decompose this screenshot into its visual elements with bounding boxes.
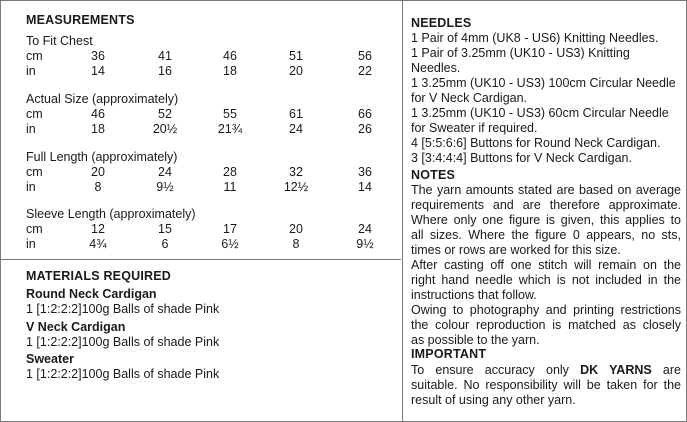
size-value: 24 (158, 165, 172, 179)
size-value: 9½ (356, 237, 374, 251)
measurement-row (26, 165, 386, 180)
note-line: as possible to the yarn. (411, 333, 540, 347)
size-value: 56 (358, 49, 372, 63)
size-value: 52 (158, 107, 172, 121)
needles-heading: NEEDLES (411, 16, 472, 30)
unit-label: in (26, 122, 36, 136)
size-value: 14 (91, 64, 105, 78)
important-line: result of using any other yarn. (411, 393, 576, 407)
size-value: 18 (223, 64, 237, 78)
yarn-type-emphasis: DK YARNS (580, 363, 652, 377)
unit-label: cm (26, 165, 43, 179)
unit-label: cm (26, 49, 43, 63)
note-line: all sizes. Where the figure 0 appears, no sts, (411, 228, 681, 242)
unit-label: in (26, 180, 36, 194)
size-value: 20 (91, 165, 105, 179)
size-value: 4¾ (89, 237, 107, 251)
unit-label: in (26, 64, 36, 78)
note-line: requirements and are therefore approximate. (411, 198, 681, 212)
unit-label: cm (26, 107, 43, 121)
materials-panel (1, 260, 401, 421)
important-body (411, 363, 681, 408)
needle-line: for V Neck Cardigan. (411, 91, 528, 105)
measurement-row (26, 222, 386, 237)
size-value: 12½ (283, 180, 309, 194)
size-value: 8 (94, 180, 102, 194)
size-value: 8 (292, 237, 300, 251)
size-value: 6 (161, 237, 169, 251)
needle-line: for Sweater if required. (411, 121, 538, 135)
important-line (411, 363, 681, 378)
section-title-chest: To Fit Chest (26, 34, 93, 48)
note-line: The yarn amounts stated are based on average (411, 183, 681, 197)
material-detail: 1 [1:2:2:2]100g Balls of shade Pink (26, 367, 220, 381)
notes-body (411, 183, 681, 348)
note-line: Owing to photography and printing restrictions (411, 303, 681, 317)
right-column (402, 1, 687, 421)
measurement-row (26, 122, 386, 137)
size-value: 17 (223, 222, 237, 236)
size-value: 16 (158, 64, 172, 78)
size-value: 46 (223, 49, 237, 63)
material-detail: 1 [1:2:2:2]100g Balls of shade Pink (26, 302, 220, 316)
important-line: suitable. No responsibility will be taken for the (411, 378, 681, 392)
size-value: 66 (358, 107, 372, 121)
needle-line: 1 Pair of 4mm (UK8 - US6) Knitting Needles. (411, 31, 659, 45)
size-value: 15 (158, 222, 172, 236)
measurement-row (26, 180, 386, 195)
size-value: 12 (91, 222, 105, 236)
note-line: instructions that follow. (411, 288, 537, 302)
needle-line: 1 3.25mm (UK10 - US3) 60cm Circular Needle (411, 106, 669, 120)
needle-line: 1 3.25mm (UK10 - US3) 100cm Circular Needle (411, 76, 676, 90)
measurement-row (26, 49, 386, 64)
unit-label: in (26, 237, 36, 251)
size-value: 28 (223, 165, 237, 179)
size-value: 32 (289, 165, 303, 179)
needle-line: 3 [3:4:4:4] Buttons for V Neck Cardigan. (411, 151, 632, 165)
size-value: 26 (358, 122, 372, 136)
size-value: 21¾ (217, 122, 243, 136)
size-value: 9½ (156, 180, 174, 194)
important-heading: IMPORTANT (411, 347, 487, 361)
note-line: After casting off one stitch will remain on the (411, 258, 681, 272)
size-value: 22 (358, 64, 372, 78)
needles-list (411, 31, 681, 166)
left-column (1, 1, 401, 421)
measurement-row (26, 64, 386, 79)
note-line: right hand needle which is not included in the (411, 273, 681, 287)
material-detail: 1 [1:2:2:2]100g Balls of shade Pink (26, 335, 220, 349)
important-text: are (651, 363, 681, 377)
size-value: 51 (289, 49, 303, 63)
size-value: 36 (91, 49, 105, 63)
size-value: 20 (289, 222, 303, 236)
size-value: 61 (289, 107, 303, 121)
size-value: 41 (158, 49, 172, 63)
size-value: 36 (358, 165, 372, 179)
needle-line: Needles. (411, 61, 461, 75)
size-value: 14 (358, 180, 372, 194)
size-value: 24 (358, 222, 372, 236)
important-text: To ensure accuracy only (411, 363, 581, 377)
needle-line: 1 Pair of 3.25mm (UK10 - US3) Knitting (411, 46, 630, 60)
size-value: 20 (289, 64, 303, 78)
material-name: V Neck Cardigan (26, 320, 126, 334)
measurements-heading: MEASUREMENTS (26, 13, 135, 27)
size-value: 18 (91, 122, 105, 136)
section-title-full-length: Full Length (approximately) (26, 150, 178, 164)
size-value: 46 (91, 107, 105, 121)
material-name: Sweater (26, 352, 74, 366)
unit-label: cm (26, 222, 43, 236)
material-name: Round Neck Cardigan (26, 287, 157, 301)
section-title-actual-size: Actual Size (approximately) (26, 92, 179, 106)
size-value: 6½ (221, 237, 239, 251)
size-value: 20½ (152, 122, 178, 136)
needle-line: 4 [5:5:6:6] Buttons for Round Neck Cardigan. (411, 136, 661, 150)
note-line: Where only one figure is given, this applies to (411, 213, 681, 227)
size-value: 24 (289, 122, 303, 136)
measurement-row (26, 237, 386, 252)
size-value: 55 (223, 107, 237, 121)
note-line: times or rows are worked for this size. (411, 243, 621, 257)
size-value: 11 (223, 180, 237, 194)
materials-heading: MATERIALS REQUIRED (26, 269, 172, 283)
measurement-row (26, 107, 386, 122)
measurements-panel (1, 1, 401, 260)
notes-heading: NOTES (411, 168, 456, 182)
section-title-sleeve-length: Sleeve Length (approximately) (26, 207, 196, 221)
note-line: the colour reproduction is matched as closely (411, 318, 681, 332)
